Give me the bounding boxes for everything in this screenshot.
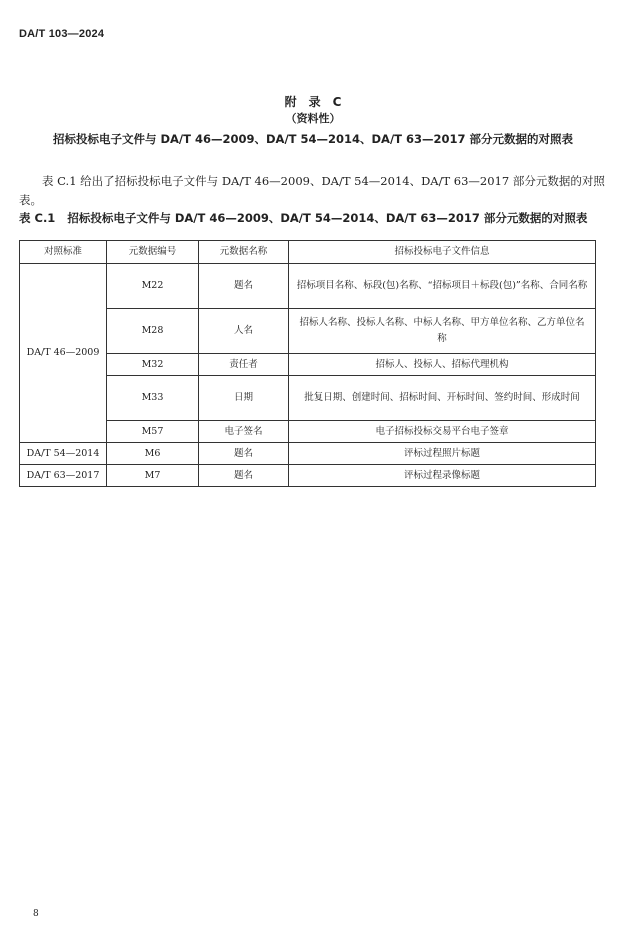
info-cell: 评标过程录像标题 bbox=[289, 465, 596, 487]
info-cell: 电子招标投标交易平台电子签章 bbox=[289, 421, 596, 443]
info-cell: 批复日期、创建时间、招标时间、开标时间、签约时间、形成时间 bbox=[289, 376, 596, 421]
table-row bbox=[20, 421, 596, 443]
appendix-nature: （资料性） bbox=[285, 112, 341, 125]
info-cell: 招标项目名称、标段(包)名称、“招标项目＋标段(包)”名称、合同名称 bbox=[289, 264, 596, 309]
table-header-row bbox=[20, 241, 596, 264]
appendix-title: 附 录 C bbox=[284, 95, 342, 109]
info-cell: 招标人、投标人、招标代理机构 bbox=[289, 354, 596, 376]
name-cell: 题名 bbox=[199, 465, 289, 487]
table-caption-text: 招标投标电子文件与 DA/T 46—2009、DA/T 54—2014、DA/T 63—2017 部分元数据的对照表 bbox=[67, 211, 588, 225]
code-cell: M7 bbox=[107, 465, 199, 487]
code-cell: M6 bbox=[107, 443, 199, 465]
code-cell: M57 bbox=[107, 421, 199, 443]
intro-paragraph: 表 C.1 给出了招标投标电子文件与 DA/T 46—2009、DA/T 54—2014、DA/T 63—2017 部分元数据的对照表。 bbox=[19, 173, 605, 207]
code-cell: M33 bbox=[107, 376, 199, 421]
name-cell: 日期 bbox=[199, 376, 289, 421]
header-code: 元数据编号 bbox=[107, 241, 199, 264]
info-cell: 评标过程照片标题 bbox=[289, 443, 596, 465]
metadata-mapping-table bbox=[19, 240, 596, 487]
standard-cell: DA/T 46—2009 bbox=[20, 264, 107, 443]
standard-cell: DA/T 63—2017 bbox=[20, 465, 107, 487]
code-cell: M32 bbox=[107, 354, 199, 376]
header-info: 招标投标电子文件信息 bbox=[289, 241, 596, 264]
name-cell: 电子签名 bbox=[199, 421, 289, 443]
name-cell: 题名 bbox=[199, 443, 289, 465]
table-row bbox=[20, 465, 596, 487]
code-cell: M28 bbox=[107, 309, 199, 354]
table-row bbox=[20, 264, 596, 309]
standard-cell: DA/T 54—2014 bbox=[20, 443, 107, 465]
table-row bbox=[20, 309, 596, 354]
table-row bbox=[20, 376, 596, 421]
info-cell: 招标人名称、投标人名称、中标人名称、甲方单位名称、乙方单位名称 bbox=[289, 309, 596, 354]
document-code: DA/T 103—2024 bbox=[19, 28, 105, 40]
table-row bbox=[20, 443, 596, 465]
appendix-subtitle: 招标投标电子文件与 DA/T 46—2009、DA/T 54—2014、DA/T 63—2017 部分元数据的对照表 bbox=[52, 132, 574, 146]
page-number: 8 bbox=[33, 909, 39, 919]
header-name: 元数据名称 bbox=[199, 241, 289, 264]
table-caption-number: 表 C.1 bbox=[19, 211, 56, 225]
name-cell: 题名 bbox=[199, 264, 289, 309]
table-row bbox=[20, 354, 596, 376]
name-cell: 责任者 bbox=[199, 354, 289, 376]
table-caption bbox=[19, 210, 587, 226]
code-cell: M22 bbox=[107, 264, 199, 309]
header-standard: 对照标准 bbox=[20, 241, 107, 264]
name-cell: 人名 bbox=[199, 309, 289, 354]
